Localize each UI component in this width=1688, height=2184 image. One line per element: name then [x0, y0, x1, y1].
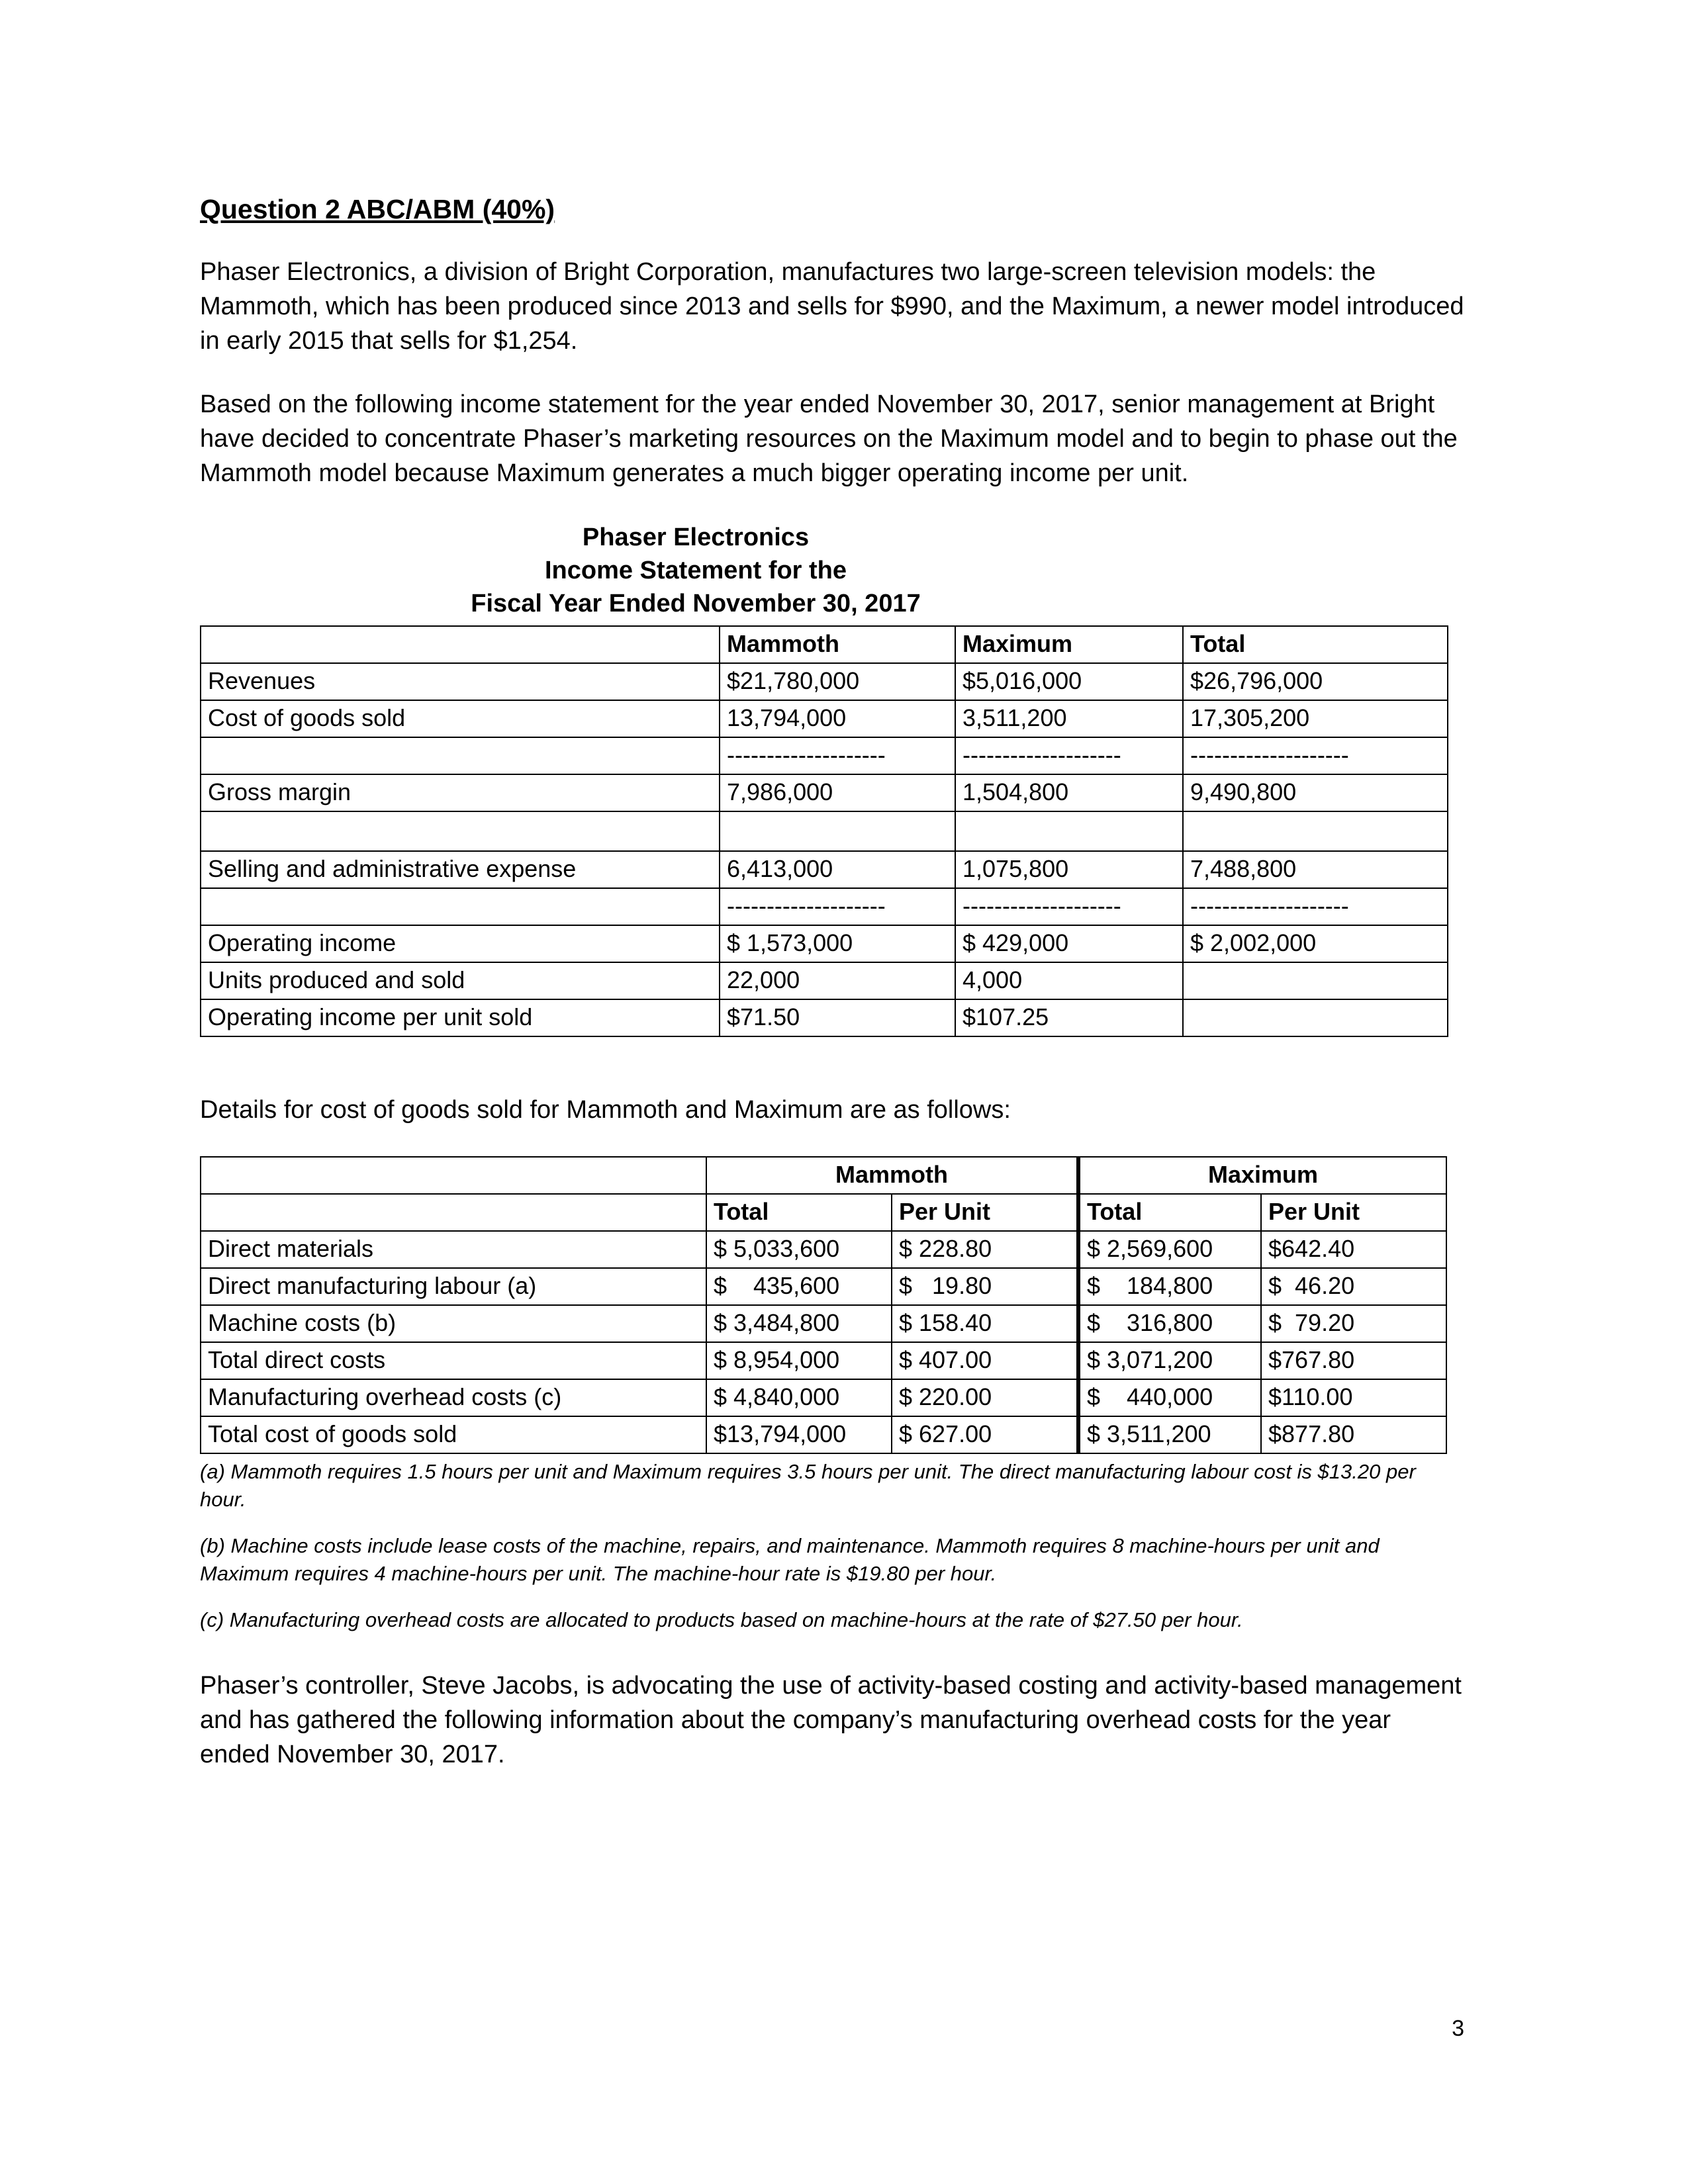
intro-paragraph-2: Based on the following income statement for the year ended November 30, 2017, senior management at Bright have decided to concentrate Phaser’s marketing resources on the Maximum model and to begin to phase out the Mammoth model because Maximum generates a much bigger operating income per unit. [200, 390, 1458, 488]
row-label: Gross margin [201, 774, 720, 811]
cell-mammoth: $71.50 [720, 999, 955, 1036]
cogs-detail-table [200, 1156, 1447, 1454]
cell-mammoth [720, 811, 955, 851]
table-header-row [201, 626, 1448, 663]
cell-maximum-unit: $ 79.20 [1261, 1305, 1446, 1342]
group-header-row [201, 1157, 1446, 1194]
cell-mammoth: 6,413,000 [720, 851, 955, 888]
row-label: Units produced and sold [201, 962, 720, 999]
income-statement-table [200, 625, 1448, 1037]
table-row [201, 962, 1448, 999]
cell-maximum: 4,000 [955, 962, 1183, 999]
cell-mammoth-unit: $ 407.00 [892, 1342, 1078, 1379]
table-row [201, 811, 1448, 851]
cell-mammoth: 7,986,000 [720, 774, 955, 811]
sub-header-maximum-total: Total [1078, 1194, 1261, 1231]
cell-total: 7,488,800 [1183, 851, 1448, 888]
page-number: 3 [1452, 2016, 1464, 2041]
cell-maximum: -------------------- [955, 888, 1183, 925]
cell-maximum-total: $ 2,569,600 [1078, 1231, 1261, 1268]
cell-maximum: $107.25 [955, 999, 1183, 1036]
row-label [201, 811, 720, 851]
row-label: Cost of goods sold [201, 700, 720, 737]
table-row [201, 925, 1448, 962]
income-statement-heading [200, 521, 1192, 620]
table-row [201, 1305, 1446, 1342]
cell-total: -------------------- [1183, 888, 1448, 925]
cell-maximum-unit: $110.00 [1261, 1379, 1446, 1416]
income-statement-title-line-1: Phaser Electronics [582, 523, 810, 552]
cell-mammoth-total: $ 435,600 [706, 1268, 892, 1305]
table-row [201, 1268, 1446, 1305]
row-label [201, 888, 720, 925]
cell-maximum-unit: $767.80 [1261, 1342, 1446, 1379]
table-row [201, 1231, 1446, 1268]
cell-mammoth: $ 1,573,000 [720, 925, 955, 962]
sub-header-mammoth-per-unit: Per Unit [892, 1194, 1078, 1231]
cell-maximum-total: $ 184,800 [1078, 1268, 1261, 1305]
cell-maximum: 1,504,800 [955, 774, 1183, 811]
cell-mammoth: -------------------- [720, 737, 955, 774]
cell-maximum-total: $ 440,000 [1078, 1379, 1261, 1416]
table-row [201, 663, 1448, 700]
footnote-c: (c) Manufacturing overhead costs are allocated to products based on machine-hours at the rate of $27.50 per hour. [200, 1608, 1243, 1632]
row-label: Operating income [201, 925, 720, 962]
table-row [201, 737, 1448, 774]
cell-mammoth-unit: $ 627.00 [892, 1416, 1078, 1453]
cell-maximum-total: $ 3,511,200 [1078, 1416, 1261, 1453]
intro-paragraph-1: Phaser Electronics, a division of Bright Corporation, manufactures two large-screen television models: the Mammoth, which has been produced since 2013 and sells for $990, and the Maximum, a newer model introduced in early 2015 that sells for $1,254. [200, 258, 1464, 355]
column-header-total: Total [1183, 626, 1448, 663]
closing-paragraph: Phaser’s controller, Steve Jacobs, is advocating the use of activity-based costing and activity-based management and has gathered the following information about the company’s manufacturing overhead costs for the year ended November 30, 2017. [200, 1672, 1462, 1769]
footnote-b: (b) Machine costs include lease costs of the machine, repairs, and maintenance. Mammoth requires 8 machine-hours per unit and Maximum requires 4 machine-hours per unit. The machine-hour rate is $19.80 per hour. [200, 1534, 1380, 1586]
cell-mammoth-total: $13,794,000 [706, 1416, 892, 1453]
cell-maximum-unit: $642.40 [1261, 1231, 1446, 1268]
cell-maximum: $5,016,000 [955, 663, 1183, 700]
row-label: Operating income per unit sold [201, 999, 720, 1036]
cell-maximum: 3,511,200 [955, 700, 1183, 737]
table-row [201, 700, 1448, 737]
cell-maximum: 1,075,800 [955, 851, 1183, 888]
row-label: Total cost of goods sold [201, 1416, 706, 1453]
cell-maximum-unit: $ 46.20 [1261, 1268, 1446, 1305]
income-statement-title-line-3: Fiscal Year Ended November 30, 2017 [471, 590, 921, 618]
table-row [201, 774, 1448, 811]
table-row [201, 999, 1448, 1036]
cell-total [1183, 962, 1448, 999]
cell-mammoth-unit: $ 220.00 [892, 1379, 1078, 1416]
table-row [201, 1416, 1446, 1453]
sub-header-row [201, 1194, 1446, 1231]
cell-mammoth: 13,794,000 [720, 700, 955, 737]
cell-mammoth: 22,000 [720, 962, 955, 999]
row-label: Direct materials [201, 1231, 706, 1268]
cell-mammoth: $21,780,000 [720, 663, 955, 700]
group-header-maximum: Maximum [1078, 1157, 1446, 1194]
cell-mammoth-total: $ 4,840,000 [706, 1379, 892, 1416]
group-header-mammoth: Mammoth [706, 1157, 1078, 1194]
cell-total: $ 2,002,000 [1183, 925, 1448, 962]
row-label: Manufacturing overhead costs (c) [201, 1379, 706, 1416]
cell-mammoth-total: $ 3,484,800 [706, 1305, 892, 1342]
table-row [201, 1379, 1446, 1416]
column-header-maximum: Maximum [955, 626, 1183, 663]
document-page [200, 0, 1464, 1772]
cell-maximum-total: $ 316,800 [1078, 1305, 1261, 1342]
row-label [201, 737, 720, 774]
cell-maximum [955, 811, 1183, 851]
row-label: Machine costs (b) [201, 1305, 706, 1342]
income-statement-title-line-2: Income Statement for the [544, 557, 847, 585]
cell-maximum-unit: $877.80 [1261, 1416, 1446, 1453]
cell-maximum: -------------------- [955, 737, 1183, 774]
row-label: Direct manufacturing labour (a) [201, 1268, 706, 1305]
column-header-mammoth: Mammoth [720, 626, 955, 663]
row-label: Revenues [201, 663, 720, 700]
row-label: Total direct costs [201, 1342, 706, 1379]
cell-mammoth-unit: $ 19.80 [892, 1268, 1078, 1305]
sub-header-mammoth-total: Total [706, 1194, 892, 1231]
cell-total: 17,305,200 [1183, 700, 1448, 737]
footnote-a: (a) Mammoth requires 1.5 hours per unit and Maximum requires 3.5 hours per unit. The direct manufacturing labour cost is $13.20 per hour. [200, 1460, 1416, 1512]
cell-total: $26,796,000 [1183, 663, 1448, 700]
table-row [201, 888, 1448, 925]
cell-mammoth: -------------------- [720, 888, 955, 925]
group-header-blank [201, 1157, 706, 1194]
details-intro-text: Details for cost of goods sold for Mammoth and Maximum are as follows: [200, 1096, 1011, 1124]
cell-maximum-total: $ 3,071,200 [1078, 1342, 1261, 1379]
cell-total: 9,490,800 [1183, 774, 1448, 811]
cell-mammoth-total: $ 5,033,600 [706, 1231, 892, 1268]
row-label: Selling and administrative expense [201, 851, 720, 888]
table-row [201, 1342, 1446, 1379]
cell-mammoth-unit: $ 228.80 [892, 1231, 1078, 1268]
sub-header-maximum-per-unit: Per Unit [1261, 1194, 1446, 1231]
sub-header-blank [201, 1194, 706, 1231]
cell-total: -------------------- [1183, 737, 1448, 774]
page-title: Question 2 ABC/ABM (40%) [200, 194, 555, 224]
cell-mammoth-unit: $ 158.40 [892, 1305, 1078, 1342]
cell-mammoth-total: $ 8,954,000 [706, 1342, 892, 1379]
cell-total [1183, 811, 1448, 851]
cell-total [1183, 999, 1448, 1036]
column-header-blank [201, 626, 720, 663]
table-row [201, 851, 1448, 888]
cell-maximum: $ 429,000 [955, 925, 1183, 962]
